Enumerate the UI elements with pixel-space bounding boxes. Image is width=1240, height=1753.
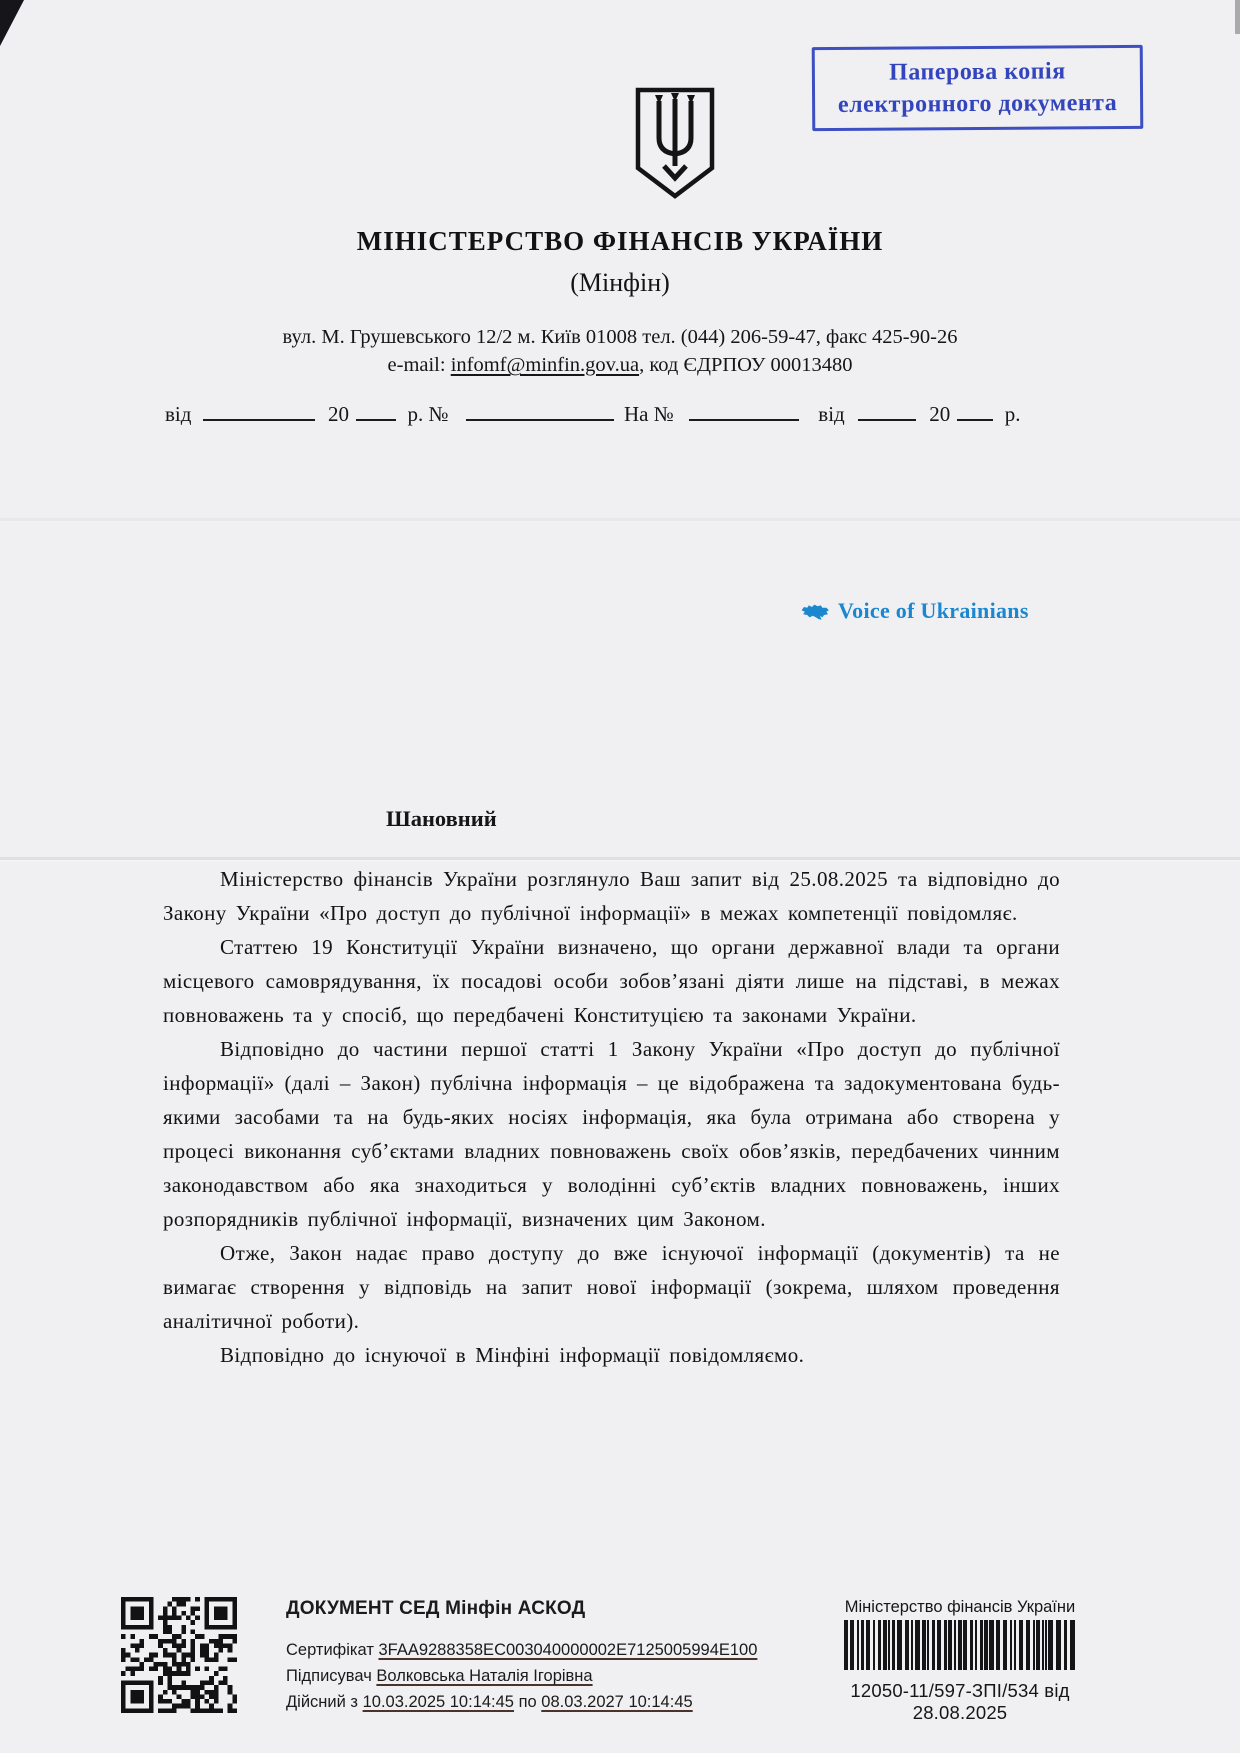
registration-block <box>836 1598 1084 1724</box>
registration-number: 12050-11/597-ЗПІ/534 від 28.08.2025 <box>850 1680 1070 1723</box>
barcode-icon <box>844 1620 1076 1670</box>
certificate-label: Сертифікат <box>286 1641 379 1659</box>
year-prefix: 20 <box>327 402 349 426</box>
signature-details-block <box>286 1598 766 1715</box>
validity-to: 08.03.2027 10:14:45 <box>541 1693 693 1711</box>
outgoing-ref-line <box>165 398 614 427</box>
year-blank <box>957 398 993 421</box>
year-suffix: р. <box>1004 402 1021 426</box>
incoming-number-blank <box>689 398 799 421</box>
stamp-line-1: Паперова копія <box>889 58 1066 86</box>
paragraph: Міністерство фінансів України розглянуло Ваш запит від 25.08.2025 та відповідно до Закону України «Про доступ до публічної інформації» в межах компетенції повідомляє. <box>163 867 1060 925</box>
scan-edge-artifact <box>1235 0 1240 34</box>
ukraine-trident-emblem-icon <box>632 86 718 200</box>
date-blank <box>858 398 916 421</box>
number-label: р. № <box>407 402 449 426</box>
date-blank <box>203 398 315 421</box>
validity-row <box>286 1689 766 1715</box>
ministry-title: МІНІСТЕРСТВО ФІНАНСІВ УКРАЇНИ <box>356 226 884 256</box>
email-address: infomf@minfin.gov.ua <box>450 354 640 376</box>
from-label: від <box>818 402 845 426</box>
ukraine-map-icon <box>800 600 832 622</box>
paper-crease <box>0 518 1240 521</box>
paper-crease <box>0 857 1240 860</box>
year-blank <box>356 398 396 421</box>
paper-copy-stamp <box>812 45 1144 131</box>
sed-system-line: ДОКУМЕНТ СЕД Мінфін АСКОД <box>286 1598 586 1619</box>
incoming-ref-line <box>624 398 1020 427</box>
ministry-short-name: (Мінфін) <box>570 268 670 297</box>
salutation: Шановний <box>386 806 497 831</box>
from-label: від <box>165 402 192 426</box>
paragraph: Отже, Закон надає право доступу до вже існуючої інформації (документів) та не вимагає створення у відповідь на запит нової інформації (зокрема, шляхом проведення аналітичної роботи). <box>163 1241 1060 1333</box>
year-prefix: 20 <box>929 402 951 426</box>
number-blank <box>466 398 614 421</box>
signer-row <box>286 1663 766 1689</box>
validity-from: 10.03.2025 10:14:45 <box>362 1693 514 1711</box>
stamp-line-2: електронного документа <box>837 90 1118 118</box>
edrpou-code: , код ЄДРПОУ 00013480 <box>639 354 853 376</box>
paragraph: Відповідно до частини першої статті 1 Закону України «Про доступ до публічної інформації» (далі – Закон) публічна інформація – це відображена та задокументована будь-якими засобами та на будь-яких носіях інформація, яка була отримана або створена у процесі виконання суб’єктами владних повноважень своїх обов’язків, передбачених чинним законодавством або яка знаходиться у володінні суб’єктів владних повноважень, інших розпорядників публічної інформації, визначених цим Законом. <box>163 1037 1060 1231</box>
signer-name: Волковська Наталія Ігорівна <box>376 1667 593 1685</box>
scan-corner-artifact <box>0 0 24 46</box>
address-line: вул. М. Грушевського 12/2 м. Київ 01008 тел. (044) 206-59-47, факс 425-90-26 <box>282 326 958 348</box>
barcode-org-title: Міністерство фінансів України <box>844 1598 1076 1616</box>
validity-to-label: по <box>514 1693 542 1711</box>
voice-of-ukrainians-watermark <box>800 598 1029 624</box>
paragraph: Відповідно до існуючої в Мінфіні інформації повідомляємо. <box>220 1343 805 1367</box>
email-label: e-mail: <box>387 354 451 376</box>
watermark-text: Voice of Ukrainians <box>838 598 1029 623</box>
incoming-number-label: На № <box>624 402 674 426</box>
letter-body <box>163 862 1060 1372</box>
signer-label: Підписувач <box>286 1667 377 1685</box>
certificate-row <box>286 1637 766 1663</box>
validity-label: Дійсний з <box>286 1693 363 1711</box>
qr-code-icon <box>118 1597 240 1713</box>
email-line <box>0 354 1240 377</box>
paragraph: Статтею 19 Конституції України визначено, що органи державної влади та органи місцевого самоврядування, їх посадові особи зобов’язані діяти лише на підставі, в межах повноважень та у спосіб, що передбачені Конституцією та законами України. <box>163 935 1060 1027</box>
certificate-value: 3FAA9288358EC003040000002E7125005994E100 <box>378 1641 758 1659</box>
